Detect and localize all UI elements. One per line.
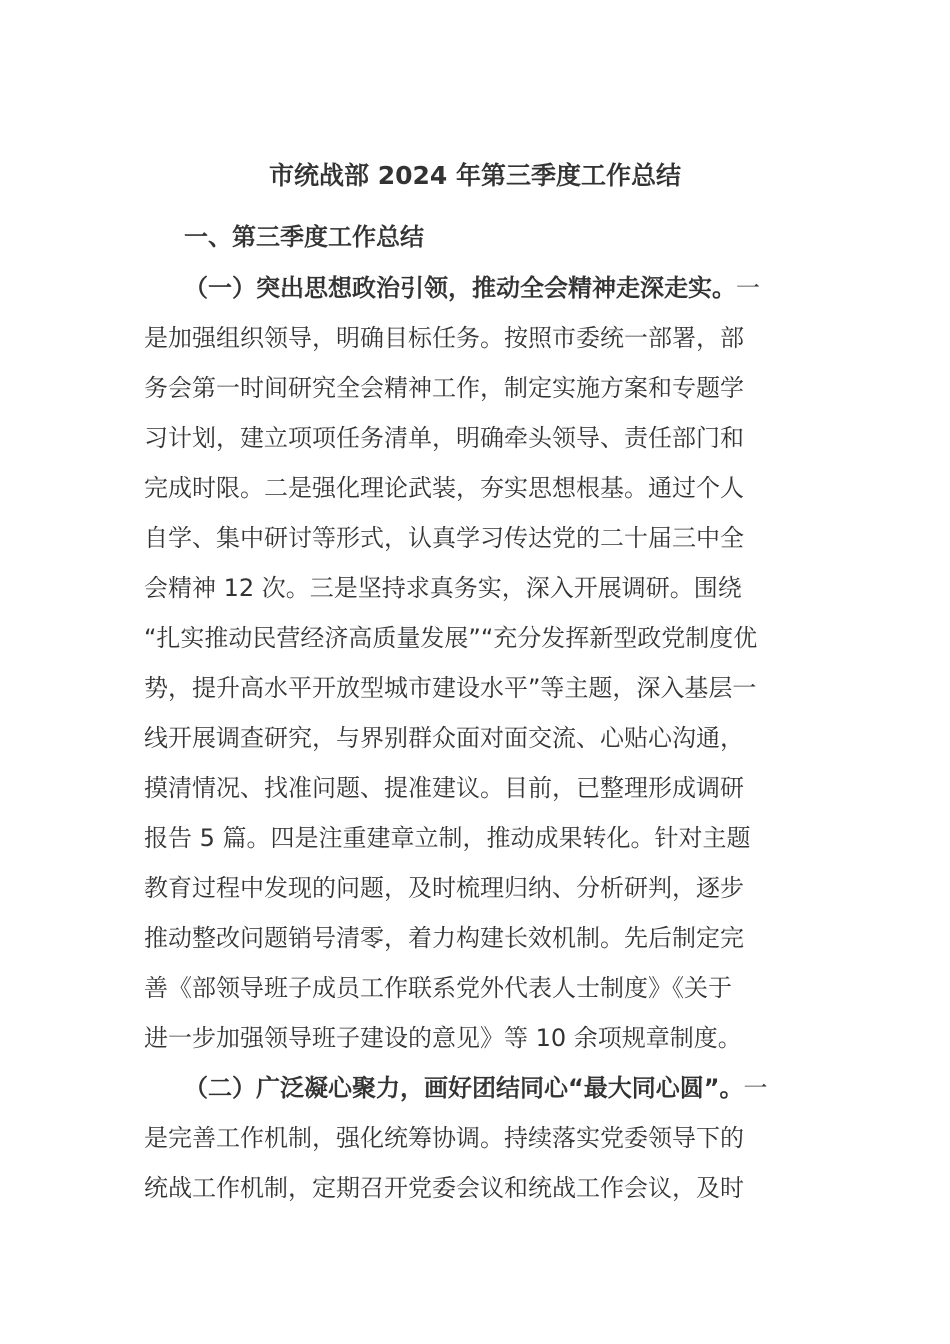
paragraph-2-lead: （二）广泛凝心聚力，画好团结同心“最大同心圆”。 [184,1074,744,1102]
text-line: 完成时限。二是强化理论武装，夯实思想根基。通过个人 [144,474,744,502]
paragraph-1-lead-tail: 一 [736,274,760,302]
paragraph-1-lead: （一）突出思想政治引领，推动全会精神走深走实。 [184,274,736,302]
text-line: 摸清情况、找准问题、提准建议。目前，已整理形成调研 [144,774,744,802]
text-line: 自学、集中研讨等形式，认真学习传达党的二十届三中全 [144,524,744,552]
paragraph-1-line-1 [144,270,824,320]
text-line: 务会第一时间研究全会精神工作，制定实施方案和专题学 [144,374,744,402]
paragraph-2-line-1 [144,1070,824,1120]
text-line: 线开展调查研究，与界别群众面对面交流、心贴心沟通， [144,724,744,752]
text-line: 是完善工作机制，强化统筹协调。持续落实党委领导下的 [144,1124,744,1152]
text-line: 善《部领导班子成员工作联系党外代表人士制度》《关于 [144,974,732,1002]
text-line: 势，提升高水平开放型城市建设水平”等主题，深入基层一 [144,674,757,702]
paragraph-2-lead-tail: 一 [743,1074,768,1102]
text-line: 是加强组织领导，明确目标任务。按照市委统一部署，部 [144,324,744,352]
text-line: 进一步加强领导班子建设的意见》等 10 余项规章制度。 [144,1024,742,1052]
paragraph-1 [144,270,824,1220]
document-title: 市统战部 2024 年第三季度工作总结 [269,161,681,190]
text-line: 报告 5 篇。四是注重建章立制，推动成果转化。针对主题 [144,824,751,852]
text-line: 习计划，建立项项任务清单，明确牵头领导、责任部门和 [144,424,744,452]
text-line: 会精神 12 次。三是坚持求真务实，深入开展调研。围绕 [144,574,742,602]
text-line: “扎实推动民营经济高质量发展”“充分发挥新型政党制度优 [144,624,758,652]
text-line: 教育过程中发现的问题，及时梳理归纳、分析研判，逐步 [144,874,744,902]
text-line: 推动整改问题销号清零，着力构建长效机制。先后制定完 [144,924,744,952]
section-heading: 一、第三季度工作总结 [184,223,424,251]
text-line: 统战工作机制，定期召开党委会议和统战工作会议，及时 [144,1174,744,1202]
